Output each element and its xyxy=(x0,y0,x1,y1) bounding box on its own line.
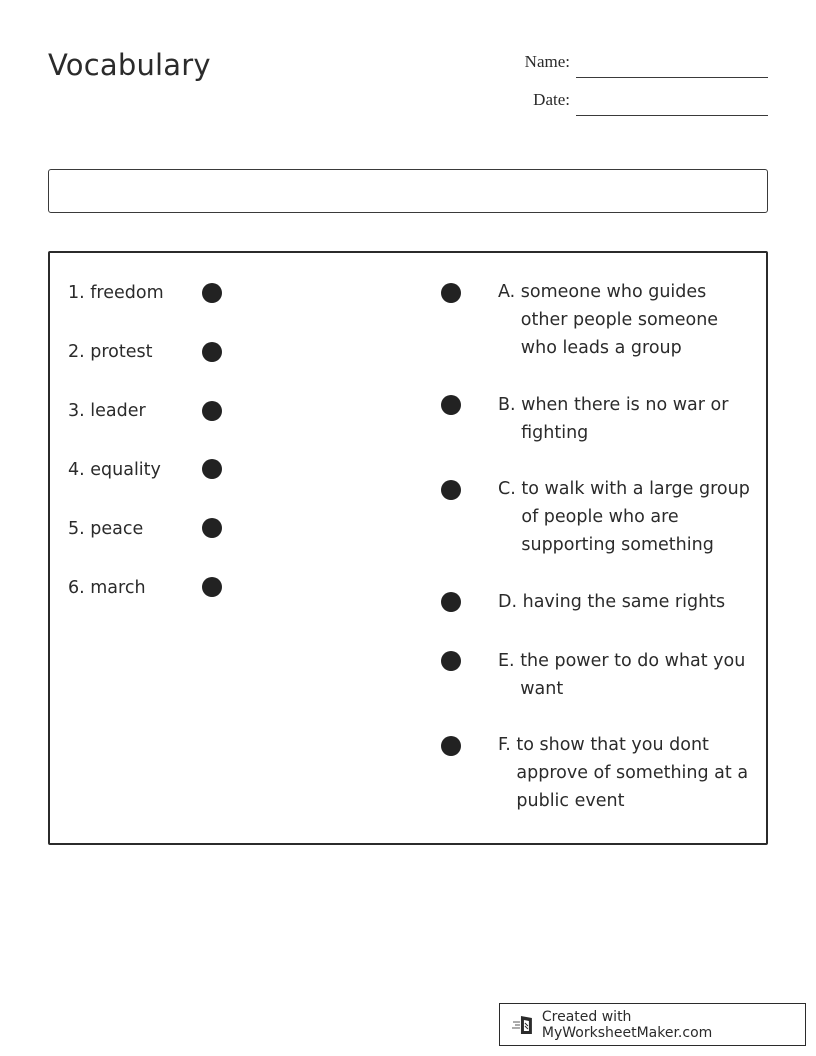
term-connector-dot-icon[interactable] xyxy=(202,577,222,597)
term-item: 4. equality xyxy=(68,460,161,480)
definition-text: the power to do what you want xyxy=(520,651,746,699)
term-connector-dot-icon[interactable] xyxy=(202,342,222,362)
term-connector-dot-icon[interactable] xyxy=(202,401,222,421)
term-connector-dot-icon[interactable] xyxy=(202,459,222,479)
term-item: 2. protest xyxy=(68,342,153,362)
definition-letter: C. xyxy=(498,479,522,499)
definition-item xyxy=(498,391,758,447)
footer-credit-badge[interactable] xyxy=(499,1003,806,1046)
definition-letter: D. xyxy=(498,592,523,612)
definition-item xyxy=(498,475,758,559)
definition-connector-dot-icon[interactable] xyxy=(441,283,461,303)
definition-item xyxy=(498,588,758,616)
definition-text: to walk with a large group of people who are supporting something xyxy=(521,479,750,555)
term-item: 5. peace xyxy=(68,519,144,539)
definition-text: someone who guides other people someone who leads a group xyxy=(520,282,719,358)
term-item: 6. march xyxy=(68,578,146,598)
matching-exercise-box xyxy=(48,251,768,845)
definition-letter: B. xyxy=(498,395,522,415)
definition-connector-dot-icon[interactable] xyxy=(441,480,461,500)
footer-credit-text: Created with MyWorksheetMaker.com xyxy=(541,1008,713,1041)
term-connector-dot-icon[interactable] xyxy=(202,283,222,303)
definition-connector-dot-icon[interactable] xyxy=(441,651,461,671)
term-connector-dot-icon[interactable] xyxy=(202,518,222,538)
name-label: Name: xyxy=(524,52,570,71)
term-item: 1. freedom xyxy=(68,283,164,303)
definition-letter: A. xyxy=(498,282,521,302)
definition-connector-dot-icon[interactable] xyxy=(441,592,461,612)
worksheet-maker-logo-icon xyxy=(512,1014,538,1036)
definition-item xyxy=(498,278,758,362)
worksheet-title: Vocabulary xyxy=(48,48,211,82)
date-label: Date: xyxy=(533,90,570,109)
date-field-row xyxy=(510,90,768,110)
name-field[interactable] xyxy=(576,77,768,78)
date-field[interactable] xyxy=(576,115,768,116)
definition-connector-dot-icon[interactable] xyxy=(441,395,461,415)
definition-item xyxy=(498,731,758,815)
definition-text: when there is no war or fighting xyxy=(521,395,729,443)
definition-text: having the same rights xyxy=(522,592,726,612)
definition-item xyxy=(498,647,758,703)
instructions-box xyxy=(48,169,768,213)
definition-letter: E. xyxy=(498,651,521,671)
definition-letter: F. xyxy=(498,735,517,755)
definition-connector-dot-icon[interactable] xyxy=(441,736,461,756)
name-field-row xyxy=(510,52,768,72)
definition-text: to show that you dont approve of something at a public event xyxy=(516,735,749,811)
term-item: 3. leader xyxy=(68,401,146,421)
